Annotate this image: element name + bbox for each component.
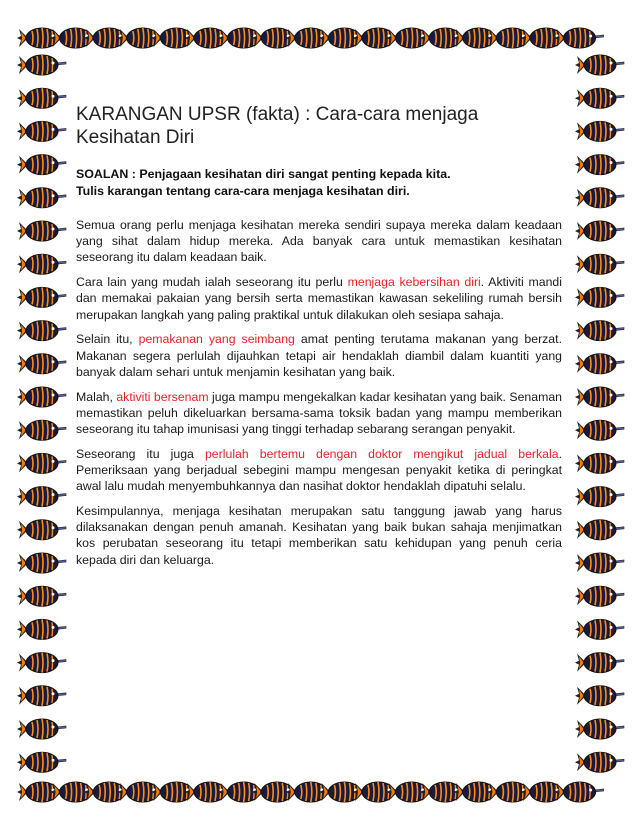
- angelfish-icon: [575, 188, 624, 208]
- angelfish-icon: [51, 28, 100, 48]
- angelfish-icon: [575, 686, 624, 706]
- angelfish-icon: [118, 28, 167, 48]
- angelfish-icon: [575, 719, 624, 739]
- angelfish-icon: [17, 453, 66, 473]
- angelfish-icon: [353, 782, 402, 802]
- angelfish-icon: [575, 121, 624, 141]
- angelfish-icon: [575, 254, 624, 274]
- angelfish-icon: [17, 121, 66, 141]
- angelfish-icon: [17, 287, 66, 307]
- angelfish-icon: [575, 653, 624, 673]
- angelfish-icon: [84, 28, 133, 48]
- angelfish-icon: [17, 28, 66, 48]
- paragraph-5: Seseorang itu juga perlulah bertemu dengan doktor mengikut jadual berkala. Pemeriksaan yang berjadual sebegini mampu mengesan penyakit ketika di peringkat awal lalu mudah menyembuhkannya dan nasihat doktor hendaklah dipatuhi selalu.: [76, 446, 563, 494]
- angelfish-icon: [118, 782, 167, 802]
- angelfish-icon: [17, 55, 66, 75]
- angelfish-icon: [420, 782, 469, 802]
- angelfish-icon: [17, 653, 66, 673]
- angelfish-icon: [555, 782, 604, 802]
- highlight-kebersihan: menjaga kebersihan diri: [347, 275, 481, 290]
- angelfish-icon: [575, 221, 624, 241]
- angelfish-icon: [219, 28, 268, 48]
- highlight-doktor: perlulah bertemu dengan doktor mengikut jadual berkala: [204, 446, 559, 461]
- paragraph-1: Semua orang perlu menjaga kesihatan mereka sendiri supaya mereka dalam keadaan yang sihat dalam hidup mereka. Ada banyak cara untuk memastikan kesihatan seseorang itu dalam keadaan baik.: [76, 218, 562, 265]
- paragraph-3: Selain itu, pemakanan yang seimbang amat penting terutama makanan yang berzat. Makanan segera perlulah dijauhkan tetapi air hendaklah diambil dalam kuantiti yang banyak dalam sehari untuk menjamin kesihatan yang baik.: [76, 332, 562, 379]
- angelfish-icon: [219, 782, 268, 802]
- essay-question: [76, 166, 562, 200]
- angelfish-icon: [286, 28, 335, 48]
- angelfish-icon: [17, 782, 66, 802]
- angelfish-icon: [575, 453, 624, 473]
- angelfish-icon: [420, 28, 469, 48]
- angelfish-icon: [17, 619, 66, 639]
- angelfish-icon: [575, 420, 624, 440]
- angelfish-icon: [575, 752, 624, 772]
- angelfish-icon: [17, 221, 66, 241]
- angelfish-icon: [575, 487, 624, 507]
- angelfish-icon: [151, 782, 200, 802]
- angelfish-icon: [454, 782, 503, 802]
- angelfish-icon: [17, 321, 66, 341]
- angelfish-icon: [151, 28, 200, 48]
- angelfish-icon: [252, 782, 301, 802]
- angelfish-icon: [575, 287, 624, 307]
- angelfish-icon: [185, 28, 234, 48]
- angelfish-icon: [17, 254, 66, 274]
- paragraph-2: Cara lain yang mudah ialah seseorang itu perlu menjaga kebersihan diri. Aktiviti mandi dan memakai pakaian yang bersih serta memastikan kawasan sekeliling rumah bersih merupakan langkah yang paling praktikal untuk dilakukan oleh sesiapa sahaja.: [76, 275, 563, 322]
- highlight-bersenam: aktiviti bersenam: [116, 389, 209, 404]
- essay-title: KARANGAN UPSR (fakta) : Cara-cara menjaga Kesihatan Diri: [76, 104, 479, 148]
- angelfish-icon: [575, 354, 624, 374]
- question-line-2: Tulis karangan tentang cara-cara menjaga kesihatan diri.: [76, 184, 410, 198]
- angelfish-icon: [17, 354, 66, 374]
- angelfish-icon: [185, 782, 234, 802]
- angelfish-icon: [575, 553, 624, 573]
- question-line-1: SOALAN : Penjagaan kesihatan diri sangat penting kepada kita.: [76, 167, 451, 181]
- angelfish-icon: [575, 55, 624, 75]
- angelfish-icon: [17, 719, 66, 739]
- angelfish-icon: [252, 28, 301, 48]
- angelfish-icon: [17, 487, 66, 507]
- angelfish-icon: [487, 28, 536, 48]
- angelfish-icon: [387, 782, 436, 802]
- angelfish-icon: [17, 155, 66, 175]
- angelfish-icon: [555, 28, 604, 48]
- angelfish-icon: [575, 321, 624, 341]
- angelfish-icon: [487, 782, 536, 802]
- angelfish-icon: [575, 88, 624, 108]
- highlight-pemakanan: pemakanan yang seimbang: [138, 332, 295, 347]
- angelfish-icon: [575, 155, 624, 175]
- paragraph-6: Kesimpulannya, menjaga kesihatan merupakan satu tanggung jawab yang harus dilaksanakan dengan penuh amanah. Kesihatan yang baik bukan sahaja menjimatkan kos perubatan seseorang itu tetapi memberikan satu kehidupan yang penuh ceria kepada diri dan keluarga.: [76, 504, 562, 567]
- angelfish-icon: [17, 686, 66, 706]
- angelfish-icon: [319, 28, 368, 48]
- angelfish-icon: [575, 619, 624, 639]
- paragraph-4: Malah, aktiviti bersenam juga mampu mengekalkan kadar kesihatan yang baik. Senaman memastikan peluh dikeluarkan bersama-sama toksik badan yang mampu memberikan seseorang itu tahap imunisasi yang tinggi terhadap sebarang serangan penyakit.: [76, 389, 563, 437]
- angelfish-icon: [353, 28, 402, 48]
- angelfish-icon: [17, 586, 66, 606]
- angelfish-icon: [454, 28, 503, 48]
- angelfish-icon: [17, 188, 66, 208]
- essay-body: [76, 217, 562, 568]
- angelfish-icon: [17, 387, 66, 407]
- angelfish-icon: [17, 752, 66, 772]
- angelfish-icon: [575, 387, 624, 407]
- angelfish-icon: [84, 782, 133, 802]
- angelfish-icon: [387, 28, 436, 48]
- angelfish-icon: [521, 28, 570, 48]
- essay-page: [76, 103, 562, 576]
- angelfish-icon: [319, 782, 368, 802]
- angelfish-icon: [286, 782, 335, 802]
- angelfish-icon: [521, 782, 570, 802]
- angelfish-icon: [17, 88, 66, 108]
- angelfish-icon: [17, 420, 66, 440]
- angelfish-icon: [17, 520, 66, 540]
- angelfish-icon: [575, 520, 624, 540]
- angelfish-icon: [51, 782, 100, 802]
- angelfish-icon: [575, 586, 624, 606]
- angelfish-icon: [17, 553, 66, 573]
